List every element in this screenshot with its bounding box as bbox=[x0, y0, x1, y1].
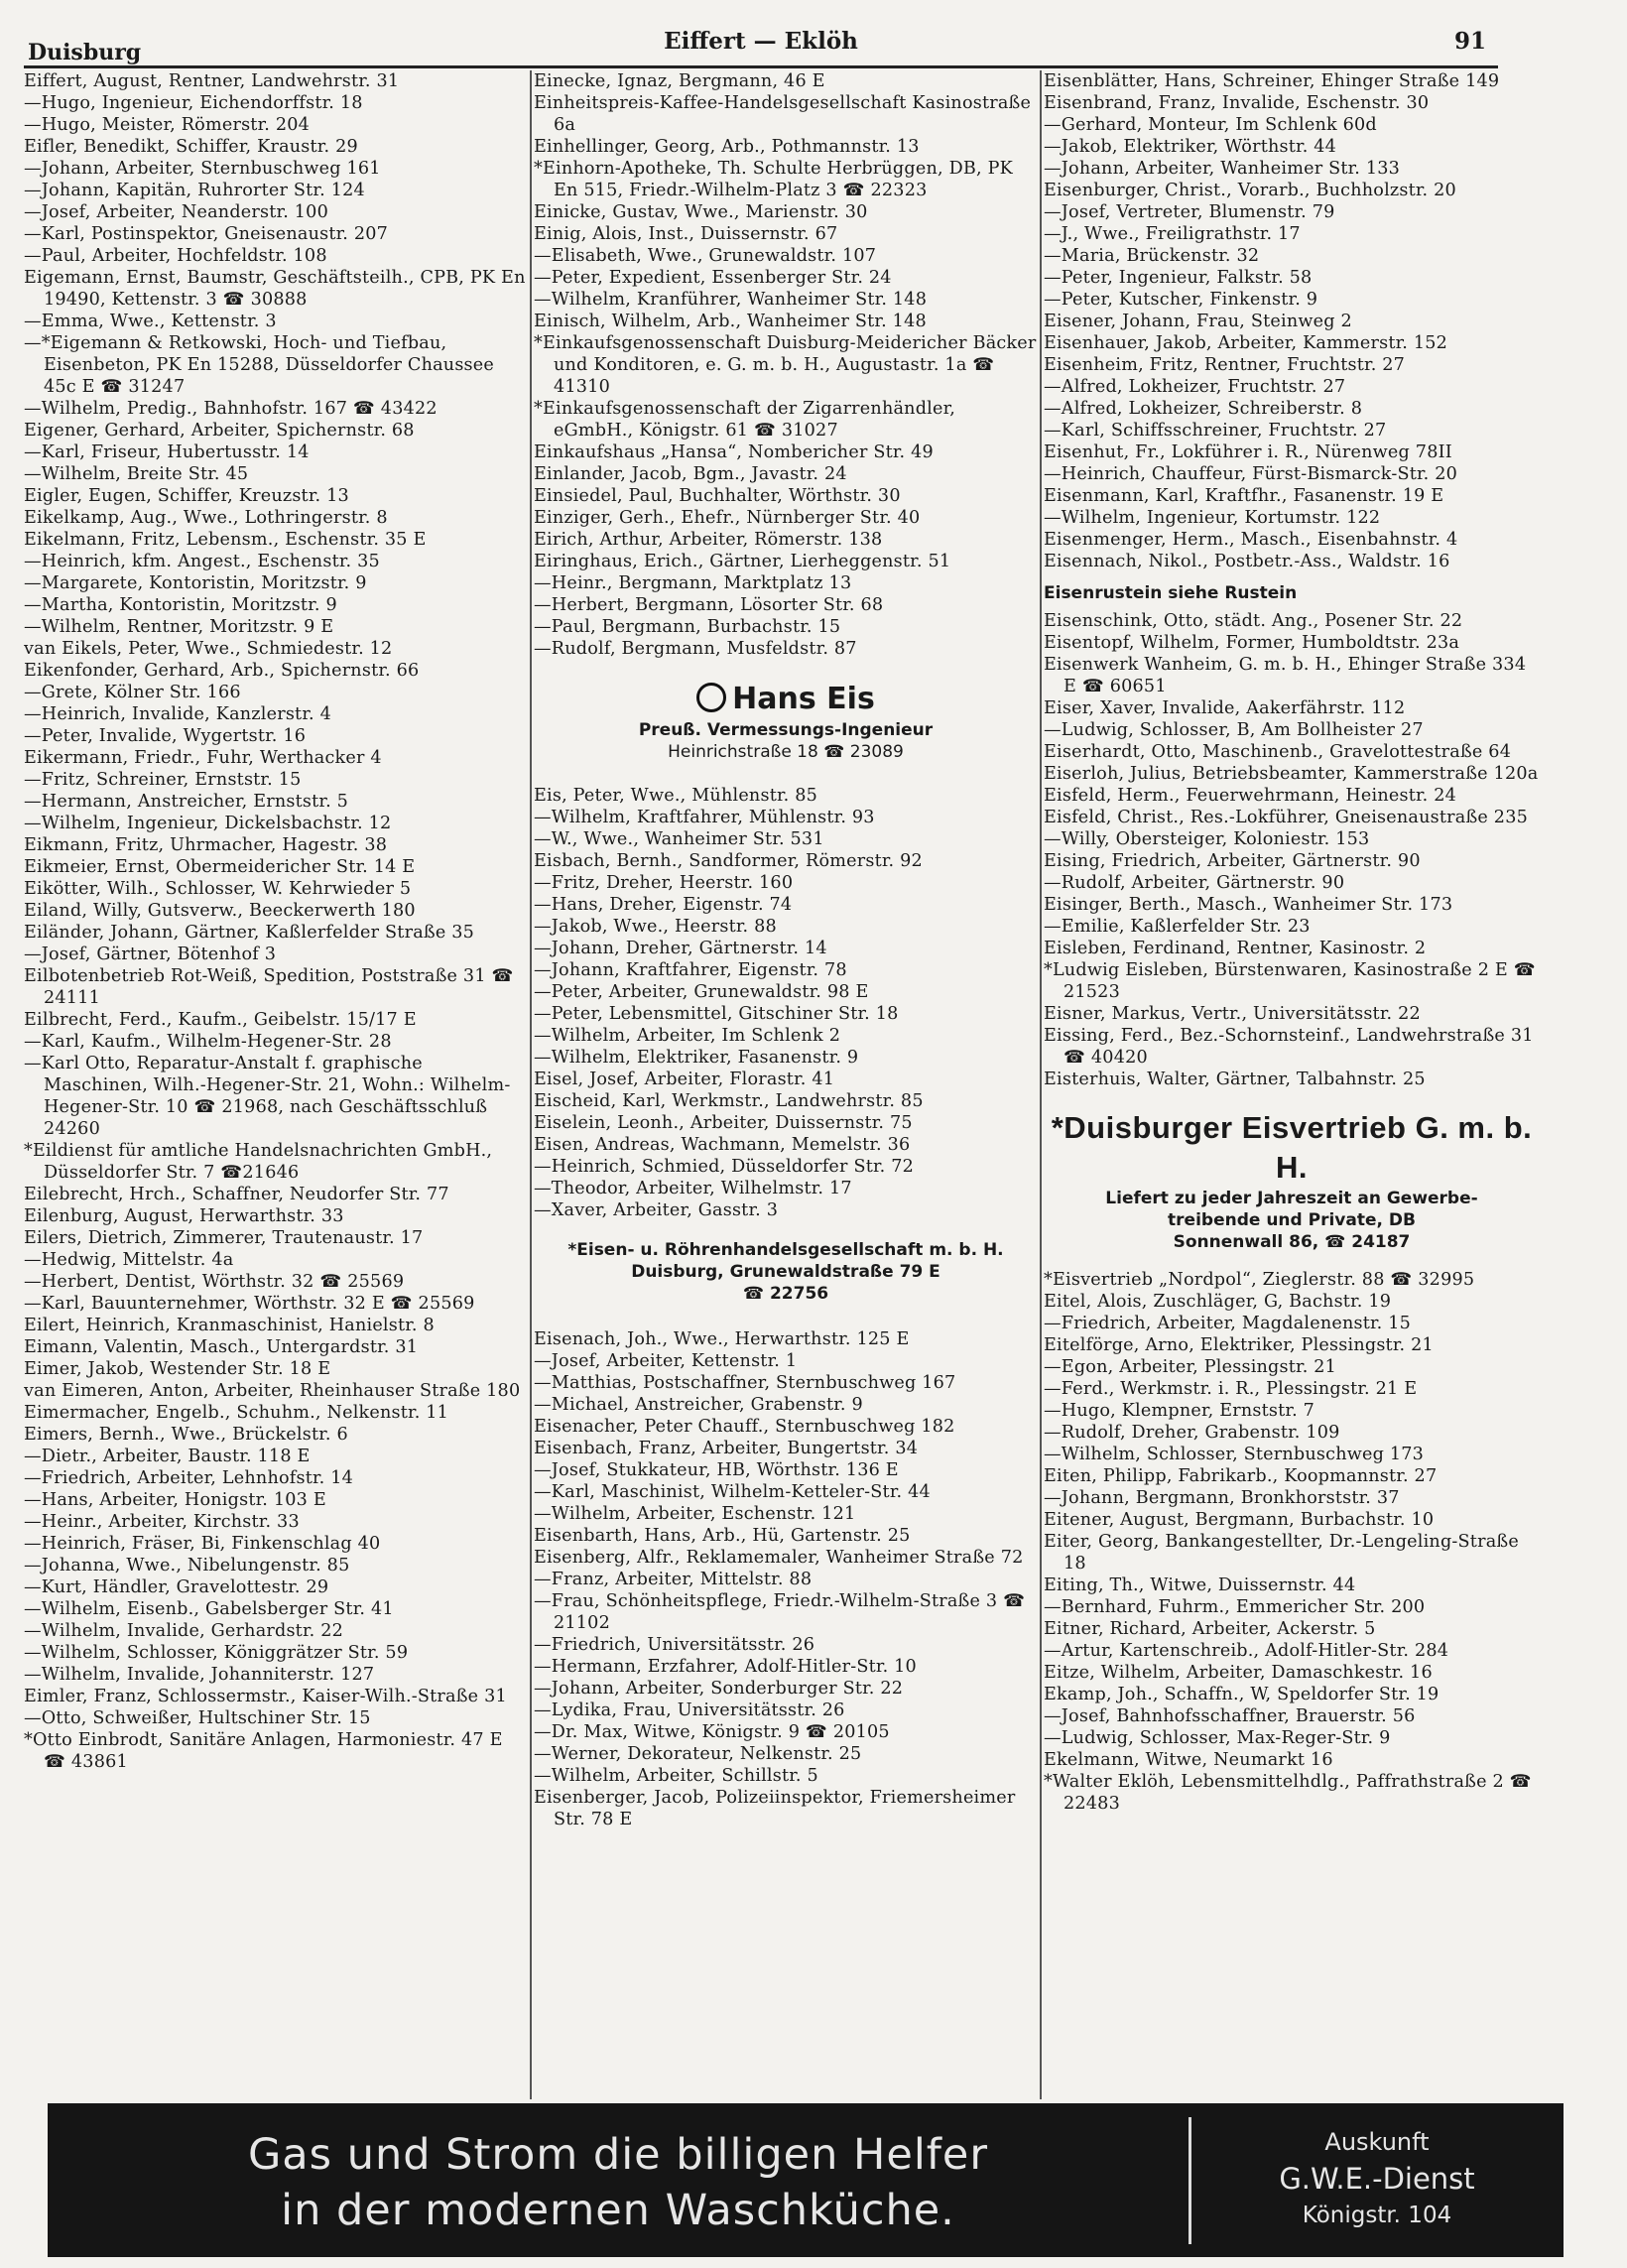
directory-entry: —Hermann, Erzfahrer, Adolf-Hitler-Str. 10 bbox=[534, 1657, 917, 1677]
directory-entry: —Wilhelm, Arbeiter, Im Schlenk 2 bbox=[534, 1026, 841, 1046]
directory-entry: —Wilhelm, Elektriker, Fasanenstr. 9 bbox=[534, 1048, 859, 1068]
directory-entry: Eikelmann, Fritz, Lebensm., Eschenstr. 35 E bbox=[24, 530, 427, 550]
directory-entry: —Margarete, Kontoristin, Moritzstr. 9 bbox=[24, 573, 367, 593]
ad-roehren-line2: Duisburg, Grunewaldstraße 79 E bbox=[631, 1262, 940, 1282]
directory-entry: Eiserhardt, Otto, Maschinenb., Gravelottestraße 64 bbox=[1044, 742, 1512, 762]
directory-entry: Eisenberg, Alfr., Reklamemaler, Wanheimer Straße 72 bbox=[534, 1548, 1024, 1568]
directory-entry: Eimers, Bernh., Wwe., Brückelstr. 6 bbox=[24, 1425, 348, 1445]
directory-entry: Eisenmenger, Herm., Masch., Eisenbahnstr. 4 bbox=[1044, 530, 1458, 550]
directory-entry: —Heinrich, Chauffeur, Fürst-Bismarck-Str. 20 bbox=[1044, 464, 1458, 484]
directory-entry: —Rudolf, Bergmann, Musfeldstr. 87 bbox=[534, 639, 857, 659]
directory-entry: —Peter, Expedient, Essenberger Str. 24 bbox=[534, 268, 892, 288]
directory-entry: —Johanna, Wwe., Nibelungenstr. 85 bbox=[24, 1556, 350, 1575]
directory-entry: Eisner, Markus, Vertr., Universitätsstr. 22 bbox=[1044, 1004, 1421, 1024]
directory-entry: *Einkaufsgenossenschaft der Zigarrenhändler, eGmbH., Königstr. 61 ☎ 31027 bbox=[534, 399, 956, 441]
directory-entry: —Peter, Arbeiter, Grunewaldstr. 98 E bbox=[534, 982, 869, 1002]
directory-entry: —Josef, Stukkateur, HB, Wörthstr. 136 E bbox=[534, 1460, 899, 1480]
directory-entry: Eisennach, Nikol., Postbetr.-Ass., Waldstr. 16 bbox=[1044, 552, 1450, 571]
directory-entry: —Hans, Arbeiter, Honigstr. 103 E bbox=[24, 1490, 326, 1510]
directory-entry: —Wilhelm, Kraftfahrer, Mühlenstr. 93 bbox=[534, 808, 875, 827]
section-note: Eisenrustein siehe Rustein bbox=[1044, 583, 1298, 603]
directory-entry: —Alfred, Lokheizer, Schreiberstr. 8 bbox=[1044, 399, 1363, 419]
header-range: Eiffert — Eklöh bbox=[664, 28, 858, 55]
directory-entry: Eis, Peter, Wwe., Mühlenstr. 85 bbox=[534, 786, 818, 806]
directory-entry: —Josef, Vertreter, Blumenstr. 79 bbox=[1044, 202, 1335, 222]
directory-entry: Eisentopf, Wilhelm, Former, Humboldtstr. 23a bbox=[1044, 633, 1460, 653]
directory-entry: —Alfred, Lokheizer, Fruchtstr. 27 bbox=[1044, 377, 1346, 397]
directory-entry: —Johann, Kapitän, Ruhrorter Str. 124 bbox=[24, 181, 365, 200]
directory-entry: Einig, Alois, Inst., Duissernstr. 67 bbox=[534, 224, 838, 244]
directory-entry: —Josef, Arbeiter, Kettenstr. 1 bbox=[534, 1351, 798, 1371]
directory-entry: Eimler, Franz, Schlossermstr., Kaiser-Wilh.-Straße 31 bbox=[24, 1687, 507, 1706]
directory-entry: van Eikels, Peter, Wwe., Schmiedestr. 12 bbox=[24, 639, 393, 659]
directory-entry: *Ludwig Eisleben, Bürstenwaren, Kasinostraße 2 E ☎ 21523 bbox=[1044, 960, 1536, 1002]
directory-entry: —Wilhelm, Arbeiter, Schillstr. 5 bbox=[534, 1766, 818, 1786]
directory-entry: —Wilhelm, Kranführer, Wanheimer Str. 148 bbox=[534, 290, 928, 310]
directory-entry: —Jakob, Wwe., Heerstr. 88 bbox=[534, 917, 777, 937]
directory-entry: —Fritz, Schreiner, Ernststr. 15 bbox=[24, 770, 302, 790]
eis-logo-icon bbox=[696, 683, 726, 712]
ad-roehren-line1: *Eisen- u. Röhrenhandelsgesellschaft m. b. H. bbox=[567, 1240, 1004, 1260]
directory-entry: —Wilhelm, Ingenieur, Dickelsbachstr. 12 bbox=[24, 814, 392, 833]
directory-entry: Eilert, Heinrich, Kranmaschinist, Hanielstr. 8 bbox=[24, 1316, 435, 1335]
column-divider bbox=[530, 70, 532, 2099]
directory-entry: Eitze, Wilhelm, Arbeiter, Damaschkestr. 16 bbox=[1044, 1663, 1433, 1683]
directory-entry: Eikmeier, Ernst, Obermeidericher Str. 14 E bbox=[24, 857, 416, 877]
banner-slogan-line2: in der modernen Waschküche. bbox=[281, 2186, 955, 2235]
directory-entry: *Otto Einbrodt, Sanitäre Anlagen, Harmoniestr. 47 E ☎ 43861 bbox=[24, 1730, 503, 1772]
directory-entry: —Heinr., Arbeiter, Kirchstr. 33 bbox=[24, 1512, 300, 1532]
directory-entry: Eikenfonder, Gerhard, Arb., Spichernstr. 66 bbox=[24, 661, 420, 681]
directory-entry: Ekelmann, Witwe, Neumarkt 16 bbox=[1044, 1750, 1333, 1770]
banner-slogan-line1: Gas und Strom die billigen Helfer bbox=[247, 2130, 989, 2180]
directory-entry: —Wilhelm, Ingenieur, Kortumstr. 122 bbox=[1044, 508, 1381, 528]
directory-entry: Eiländer, Johann, Gärtner, Kaßlerfelder Straße 35 bbox=[24, 923, 475, 943]
directory-entry: Eiting, Th., Witwe, Duissernstr. 44 bbox=[1044, 1575, 1356, 1595]
directory-entry: Eisterhuis, Walter, Gärtner, Talbahnstr. 25 bbox=[1044, 1070, 1426, 1089]
directory-entry: —Karl, Schiffsschreiner, Fruchtstr. 27 bbox=[1044, 421, 1387, 441]
directory-entry: —Xaver, Arbeiter, Gasstr. 3 bbox=[534, 1200, 779, 1220]
directory-entry: —W., Wwe., Wanheimer Str. 531 bbox=[534, 829, 824, 849]
directory-entry: Eisenacher, Peter Chauff., Sternbuschweg 182 bbox=[534, 1417, 955, 1437]
directory-entry: —Rudolf, Arbeiter, Gärtnerstr. 90 bbox=[1044, 873, 1345, 893]
directory-entry: Eitner, Richard, Arbeiter, Ackerstr. 5 bbox=[1044, 1619, 1376, 1639]
directory-entry: —Johann, Dreher, Gärtnerstr. 14 bbox=[534, 939, 827, 958]
directory-entry: —Hugo, Meister, Römerstr. 204 bbox=[24, 115, 311, 135]
directory-entry: *Eildienst für amtliche Handelsnachrichten GmbH., Düsseldorfer Str. 7 ☎21646 bbox=[24, 1141, 493, 1183]
banner-info bbox=[1198, 2125, 1556, 2232]
directory-entry: —Herbert, Dentist, Wörthstr. 32 ☎ 25569 bbox=[24, 1272, 405, 1292]
directory-entry: —Wilhelm, Invalide, Johanniterstr. 127 bbox=[24, 1665, 375, 1685]
directory-entry: —Gerhard, Monteur, Im Schlenk 60d bbox=[1044, 115, 1377, 135]
directory-entry: Einicke, Gustav, Wwe., Marienstr. 30 bbox=[534, 202, 868, 222]
directory-entry: —Heinrich, kfm. Angest., Eschenstr. 35 bbox=[24, 552, 380, 571]
directory-entry: Einlander, Jacob, Bgm., Javastr. 24 bbox=[534, 464, 847, 484]
banner-slogan bbox=[48, 2103, 1189, 2238]
directory-entry: Einhellinger, Georg, Arb., Pothmannstr. 13 bbox=[534, 137, 920, 157]
directory-entry: —Karl, Friseur, Hubertusstr. 14 bbox=[24, 442, 310, 462]
directory-entry: *Einkaufsgenossenschaft Duisburg-Meidericher Bäcker und Konditoren, e. G. m. b. H., Augustastr. 1a ☎ 41310 bbox=[534, 333, 1037, 397]
directory-entry: Einisch, Wilhelm, Arb., Wanheimer Str. 148 bbox=[534, 312, 927, 331]
directory-entry: Einziger, Gerh., Ehefr., Nürnberger Str. 40 bbox=[534, 508, 921, 528]
directory-entry: Eimer, Jakob, Westender Str. 18 E bbox=[24, 1359, 331, 1379]
directory-entry: Eiland, Willy, Gutsverw., Beeckerwerth 180 bbox=[24, 901, 416, 921]
ad-roehren-line3: ☎ 22756 bbox=[742, 1284, 829, 1304]
directory-entry: Eisenheim, Fritz, Rentner, Fruchtstr. 27 bbox=[1044, 355, 1406, 375]
directory-entry: —Ferd., Werkmstr. i. R., Plessingstr. 21 E bbox=[1044, 1379, 1418, 1399]
directory-entry: Eissing, Ferd., Bez.-Schornsteinf., Landwehrstraße 31 ☎ 40420 bbox=[1044, 1026, 1534, 1068]
directory-entry: —Heinrich, Schmied, Düsseldorfer Str. 72 bbox=[534, 1157, 915, 1177]
directory-entry: —Josef, Bahnhofsschaffner, Brauerstr. 56 bbox=[1044, 1706, 1416, 1726]
directory-entry: —Fritz, Dreher, Heerstr. 160 bbox=[534, 873, 794, 893]
directory-entry: —Maria, Brückenstr. 32 bbox=[1044, 246, 1260, 266]
ad-eis-address: Heinrichstraße 18 ☎ 23089 bbox=[668, 742, 904, 762]
directory-entry: —Willy, Obersteiger, Koloniestr. 153 bbox=[1044, 829, 1370, 849]
directory-entry: —Heinrich, Invalide, Kanzlerstr. 4 bbox=[24, 704, 331, 724]
column-1 bbox=[24, 70, 530, 2094]
directory-entry: —Matthias, Postschaffner, Sternbuschweg 167 bbox=[534, 1373, 956, 1393]
directory-entry: —Wilhelm, Eisenb., Gabelsberger Str. 41 bbox=[24, 1599, 394, 1619]
directory-entry: Eiffert, August, Rentner, Landwehrstr. 31 bbox=[24, 71, 400, 91]
directory-entry: Eilbotenbetrieb Rot-Weiß, Spedition, Poststraße 31 ☎ 24111 bbox=[24, 966, 514, 1008]
directory-entry: —Peter, Kutscher, Finkenstr. 9 bbox=[1044, 290, 1318, 310]
directory-entry: Eimann, Valentin, Masch., Untergardstr. 31 bbox=[24, 1337, 419, 1357]
directory-entry: —Peter, Invalide, Wygertstr. 16 bbox=[24, 726, 307, 746]
directory-entry: —Heinr., Bergmann, Marktplatz 13 bbox=[534, 573, 852, 593]
directory-entry: —Wilhelm, Predig., Bahnhofstr. 167 ☎ 43422 bbox=[24, 399, 438, 419]
directory-entry: —Bernhard, Fuhrm., Emmericher Str. 200 bbox=[1044, 1597, 1426, 1617]
directory-entry: Einsiedel, Paul, Buchhalter, Wörthstr. 30 bbox=[534, 486, 901, 506]
ad-eisvertrieb-line2: treibende und Private, DB bbox=[1168, 1210, 1416, 1230]
directory-entry: —Josef, Arbeiter, Neanderstr. 100 bbox=[24, 202, 328, 222]
directory-entry: —Johann, Arbeiter, Sternbuschweg 161 bbox=[24, 159, 381, 179]
banner-info-name: G.W.E.-Dienst bbox=[1279, 2162, 1475, 2196]
directory-entry: Eisenschink, Otto, städt. Ang., Posener Str. 22 bbox=[1044, 611, 1463, 631]
directory-entry: —Dr. Max, Witwe, Königstr. 9 ☎ 20105 bbox=[534, 1722, 890, 1742]
directory-entry: Ekamp, Joh., Schaffn., W, Speldorfer Str. 19 bbox=[1044, 1685, 1439, 1704]
directory-entry: Eiter, Georg, Bankangestellter, Dr.-Lengeling-Straße 18 bbox=[1044, 1532, 1519, 1574]
directory-entry: —Artur, Kartenschreib., Adolf-Hitler-Str. 284 bbox=[1044, 1641, 1449, 1661]
directory-entry: —*Eigemann & Retkowski, Hoch- und Tiefbau, Eisenbeton, PK En 15288, Düsseldorfer Chaussee 45c E ☎ 31247 bbox=[24, 333, 495, 397]
directory-entry: —Rudolf, Dreher, Grabenstr. 109 bbox=[1044, 1423, 1340, 1443]
directory-entry: —Wilhelm, Invalide, Gerhardstr. 22 bbox=[24, 1621, 344, 1641]
directory-entry: —Johann, Bergmann, Bronkhorststr. 37 bbox=[1044, 1488, 1400, 1508]
directory-entry: Eilebrecht, Hrch., Schaffner, Neudorfer Str. 77 bbox=[24, 1185, 449, 1204]
directory-entry: —Heinrich, Fräser, Bi, Finkenschlag 40 bbox=[24, 1534, 381, 1554]
directory-entry: Eisel, Josef, Arbeiter, Florastr. 41 bbox=[534, 1070, 835, 1089]
directory-entry: Eiserloh, Julius, Betriebsbeamter, Kammerstraße 120a bbox=[1044, 764, 1539, 784]
directory-entry: —Friedrich, Arbeiter, Lehnhofstr. 14 bbox=[24, 1468, 354, 1488]
directory-entry: Einkaufshaus „Hansa“, Nombericher Str. 49 bbox=[534, 442, 934, 462]
directory-entry: —Paul, Arbeiter, Hochfeldstr. 108 bbox=[24, 246, 327, 266]
directory-entry: —Karl, Kaufm., Wilhelm-Hegener-Str. 28 bbox=[24, 1032, 392, 1052]
directory-entry: Eiselein, Leonh., Arbeiter, Duissernstr. 75 bbox=[534, 1113, 913, 1133]
directory-entry: —Wilhelm, Breite Str. 45 bbox=[24, 464, 249, 484]
directory-entry: —Jakob, Elektriker, Wörthstr. 44 bbox=[1044, 137, 1337, 157]
directory-entry: —Kurt, Händler, Gravelottestr. 29 bbox=[24, 1577, 329, 1597]
ad-eis-name: Hans Eis bbox=[732, 682, 875, 716]
advert-banner bbox=[48, 2103, 1564, 2257]
directory-entry: —Hermann, Anstreicher, Ernststr. 5 bbox=[24, 792, 349, 812]
directory-entry: —Grete, Kölner Str. 166 bbox=[24, 683, 241, 702]
directory-entry: —Emma, Wwe., Kettenstr. 3 bbox=[24, 312, 277, 331]
directory-entry: Eilenburg, August, Herwarthstr. 33 bbox=[24, 1206, 344, 1226]
directory-entry: Eischeid, Karl, Werkmstr., Landwehrstr. 85 bbox=[534, 1091, 924, 1111]
ad-eisvertrieb-name: *Duisburger Eisvertrieb G. m. b. H. bbox=[1051, 1110, 1533, 1185]
directory-entry: —Peter, Lebensmittel, Gitschiner Str. 18 bbox=[534, 1004, 899, 1024]
column-3 bbox=[1044, 70, 1540, 2094]
directory-entry: Eisinger, Berth., Masch., Wanheimer Str. 173 bbox=[1044, 895, 1453, 915]
directory-entry: *Einhorn-Apotheke, Th. Schulte Herbrüggen, DB, PK En 515, Friedr.-Wilhelm-Platz 3 ☎ 22323 bbox=[534, 159, 1013, 200]
directory-entry: —Peter, Ingenieur, Falkstr. 58 bbox=[1044, 268, 1313, 288]
directory-entry: —Werner, Dekorateur, Nelkenstr. 25 bbox=[534, 1744, 862, 1764]
directory-entry: Eitel, Alois, Zuschläger, G, Bachstr. 19 bbox=[1044, 1292, 1392, 1312]
banner-divider bbox=[1189, 2117, 1191, 2244]
directory-entry: —Frau, Schönheitspflege, Friedr.-Wilhelm-Straße 3 ☎ 21102 bbox=[534, 1591, 1026, 1633]
directory-entry: —Martha, Kontoristin, Moritzstr. 9 bbox=[24, 595, 337, 615]
directory-entry: Eirich, Arthur, Arbeiter, Römerstr. 138 bbox=[534, 530, 883, 550]
directory-entry: *Eisvertrieb „Nordpol“, Zieglerstr. 88 ☎ 32995 bbox=[1044, 1270, 1475, 1290]
directory-entry: Eigener, Gerhard, Arbeiter, Spichernstr. 68 bbox=[24, 421, 415, 441]
directory-entry: —Hedwig, Mittelstr. 4a bbox=[24, 1250, 234, 1270]
directory-entry: van Eimeren, Anton, Arbeiter, Rheinhauser Straße 180 bbox=[24, 1381, 521, 1401]
directory-entry: Eisenbrand, Franz, Invalide, Eschenstr. 30 bbox=[1044, 93, 1430, 113]
header-city: Duisburg bbox=[28, 40, 142, 65]
directory-entry: —Wilhelm, Arbeiter, Eschenstr. 121 bbox=[534, 1504, 856, 1524]
directory-entry: —Franz, Arbeiter, Mittelstr. 88 bbox=[534, 1570, 813, 1589]
banner-info-label: Auskunft bbox=[1324, 2128, 1430, 2156]
directory-entry: —Hugo, Ingenieur, Eichendorffstr. 18 bbox=[24, 93, 363, 113]
directory-entry: —Friedrich, Arbeiter, Magdalenenstr. 15 bbox=[1044, 1314, 1412, 1333]
ad-eisvertrieb-line1: Liefert zu jeder Jahreszeit an Gewerbe- bbox=[1105, 1189, 1478, 1208]
directory-entry: —Johann, Arbeiter, Wanheimer Str. 133 bbox=[1044, 159, 1401, 179]
directory-entry: Eisenmann, Karl, Kraftfhr., Fasanenstr. 19 E bbox=[1044, 486, 1444, 506]
directory-entry: Einecke, Ignaz, Bergmann, 46 E bbox=[534, 71, 825, 91]
directory-entry: Eimermacher, Engelb., Schuhm., Nelkenstr. 11 bbox=[24, 1403, 449, 1423]
directory-entry: Eikelkamp, Aug., Wwe., Lothringerstr. 8 bbox=[24, 508, 388, 528]
directory-entry: Eitener, August, Bergmann, Burbachstr. 10 bbox=[1044, 1510, 1435, 1530]
ad-roehrenhandel bbox=[534, 1239, 1038, 1305]
directory-entry: —Lydika, Frau, Universitätsstr. 26 bbox=[534, 1701, 845, 1720]
directory-entry: Eisfeld, Herm., Feuerwehrmann, Heinestr. 24 bbox=[1044, 786, 1457, 806]
page-header bbox=[24, 28, 1498, 68]
directory-entry: Eigemann, Ernst, Baumstr, Geschäftsteilh., CPB, PK En 19490, Kettenstr. 3 ☎ 30888 bbox=[24, 268, 526, 310]
directory-entry: Eisfeld, Christ., Res.-Lokführer, Gneisenaustraße 235 bbox=[1044, 808, 1528, 827]
directory-entry: —Johann, Kraftfahrer, Eigenstr. 78 bbox=[534, 960, 847, 980]
directory-entry: Eising, Friedrich, Arbeiter, Gärtnerstr. 90 bbox=[1044, 851, 1421, 871]
ad-hans-eis bbox=[534, 680, 1038, 763]
directory-entry: Eisen, Andreas, Wachmann, Memelstr. 36 bbox=[534, 1135, 911, 1155]
directory-entry: Eisener, Johann, Frau, Steinweg 2 bbox=[1044, 312, 1352, 331]
directory-entry: —Ludwig, Schlosser, Max-Reger-Str. 9 bbox=[1044, 1728, 1391, 1748]
directory-entry: —Herbert, Bergmann, Lösorter Str. 68 bbox=[534, 595, 884, 615]
column-2 bbox=[534, 70, 1038, 2094]
directory-entry: Eisenbarth, Hans, Arb., Hü, Gartenstr. 25 bbox=[534, 1526, 911, 1546]
banner-info-address: Königstr. 104 bbox=[1302, 2203, 1452, 2228]
directory-entry: Eisenach, Joh., Wwe., Herwarthstr. 125 E bbox=[534, 1329, 910, 1349]
directory-entry: —Karl, Postinspektor, Gneisenaustr. 207 bbox=[24, 224, 389, 244]
directory-entry: Eisenhut, Fr., Lokführer i. R., Nürenweg 78II bbox=[1044, 442, 1452, 462]
directory-entry: —Wilhelm, Schlosser, Königgrätzer Str. 59 bbox=[24, 1643, 409, 1663]
directory-entry: —Otto, Schweißer, Hultschiner Str. 15 bbox=[24, 1708, 371, 1728]
directory-entry: Eilers, Dietrich, Zimmerer, Trautenaustr. 17 bbox=[24, 1228, 424, 1248]
directory-entry: —Ludwig, Schlosser, B, Am Bollheister 27 bbox=[1044, 720, 1424, 740]
page-number: 91 bbox=[1453, 28, 1486, 55]
directory-entry: —Josef, Gärtner, Bötenhof 3 bbox=[24, 945, 277, 964]
directory-entry: —Wilhelm, Schlosser, Sternbuschweg 173 bbox=[1044, 1445, 1425, 1464]
directory-entry: Eilbrecht, Ferd., Kaufm., Geibelstr. 15/17 E bbox=[24, 1010, 417, 1030]
directory-entry: —Paul, Bergmann, Burbachstr. 15 bbox=[534, 617, 841, 637]
directory-entry: Eisenwerk Wanheim, G. m. b. H., Ehinger Straße 334 E ☎ 60651 bbox=[1044, 655, 1527, 696]
directory-entry: —Theodor, Arbeiter, Wilhelmstr. 17 bbox=[534, 1179, 852, 1198]
directory-entry: Eisenhauer, Jakob, Arbeiter, Kammerstr. 152 bbox=[1044, 333, 1448, 353]
directory-entry: Eitelförge, Arno, Elektriker, Plessingstr. 21 bbox=[1044, 1335, 1434, 1355]
directory-entry: —Hugo, Klempner, Ernststr. 7 bbox=[1044, 1401, 1315, 1421]
directory-entry: Eisleben, Ferdinand, Rentner, Kasinostr. 2 bbox=[1044, 939, 1427, 958]
directory-entry: —Hans, Dreher, Eigenstr. 74 bbox=[534, 895, 793, 915]
directory-entry: Eisbach, Bernh., Sandformer, Römerstr. 92 bbox=[534, 851, 923, 871]
directory-entry: —Michael, Anstreicher, Grabenstr. 9 bbox=[534, 1395, 863, 1415]
directory-entry: —Wilhelm, Rentner, Moritzstr. 9 E bbox=[24, 617, 334, 637]
directory-entry: —Egon, Arbeiter, Plessingstr. 21 bbox=[1044, 1357, 1337, 1377]
directory-entry: —J., Wwe., Freiligrathstr. 17 bbox=[1044, 224, 1301, 244]
column-divider bbox=[1040, 70, 1042, 2099]
directory-entry: Eiten, Philipp, Fabrikarb., Koopmannstr. 27 bbox=[1044, 1466, 1438, 1486]
directory-entry: *Walter Eklöh, Lebensmittelhdlg., Paffrathstraße 2 ☎ 22483 bbox=[1044, 1772, 1532, 1814]
directory-entry: —Dietr., Arbeiter, Baustr. 118 E bbox=[24, 1447, 311, 1466]
directory-entry: —Karl, Bauunternehmer, Wörthstr. 32 E ☎ 25569 bbox=[24, 1294, 475, 1314]
ad-eisvertrieb-line3: Sonnenwall 86, ☎ 24187 bbox=[1173, 1232, 1411, 1252]
ad-eis-title: Preuß. Vermessungs-Ingenieur bbox=[638, 720, 934, 740]
ad-eisvertrieb bbox=[1044, 1108, 1540, 1253]
directory-entry: Eifler, Benedikt, Schiffer, Kraustr. 29 bbox=[24, 137, 358, 157]
directory-entry: —Elisabeth, Wwe., Grunewaldstr. 107 bbox=[534, 246, 877, 266]
directory-entry: Eikötter, Wilh., Schlosser, W. Kehrwieder 5 bbox=[24, 879, 412, 899]
directory-entry: Eisenberger, Jacob, Polizeiinspektor, Friemersheimer Str. 78 E bbox=[534, 1788, 1016, 1829]
directory-entry: —Emilie, Kaßlerfelder Str. 23 bbox=[1044, 917, 1311, 937]
directory-entry: Eiringhaus, Erich., Gärtner, Lierheggenstr. 51 bbox=[534, 552, 951, 571]
directory-entry: —Karl, Maschinist, Wilhelm-Ketteler-Str. 44 bbox=[534, 1482, 931, 1502]
directory-entry: Eiser, Xaver, Invalide, Aakerfährstr. 112 bbox=[1044, 698, 1406, 718]
directory-entry: Einheitspreis-Kaffee-Handelsgesellschaft Kasinostraße 6a bbox=[534, 93, 1032, 135]
directory-entry: Eigler, Eugen, Schiffer, Kreuzstr. 13 bbox=[24, 486, 349, 506]
directory-entry: Eisenburger, Christ., Vorarb., Buchholzstr. 20 bbox=[1044, 181, 1456, 200]
directory-entry: Eisenblätter, Hans, Schreiner, Ehinger Straße 149 bbox=[1044, 71, 1500, 91]
directory-entry: —Karl Otto, Reparatur-Anstalt f. graphische Maschinen, Wilh.-Hegener-Str. 21, Wohn.: Wilhelm-Hegener-Str. 10 ☎ 21968, nach Geschäftsschluß 24260 bbox=[24, 1054, 511, 1139]
directory-entry: —Johann, Arbeiter, Sonderburger Str. 22 bbox=[534, 1679, 904, 1699]
directory-entry: Eisenbach, Franz, Arbeiter, Bungertstr. 34 bbox=[534, 1439, 919, 1458]
directory-entry: Eikmann, Fritz, Uhrmacher, Hagestr. 38 bbox=[24, 835, 388, 855]
directory-entry: —Friedrich, Universitätsstr. 26 bbox=[534, 1635, 815, 1655]
directory-entry: Eikermann, Friedr., Fuhr, Werthacker 4 bbox=[24, 748, 382, 768]
